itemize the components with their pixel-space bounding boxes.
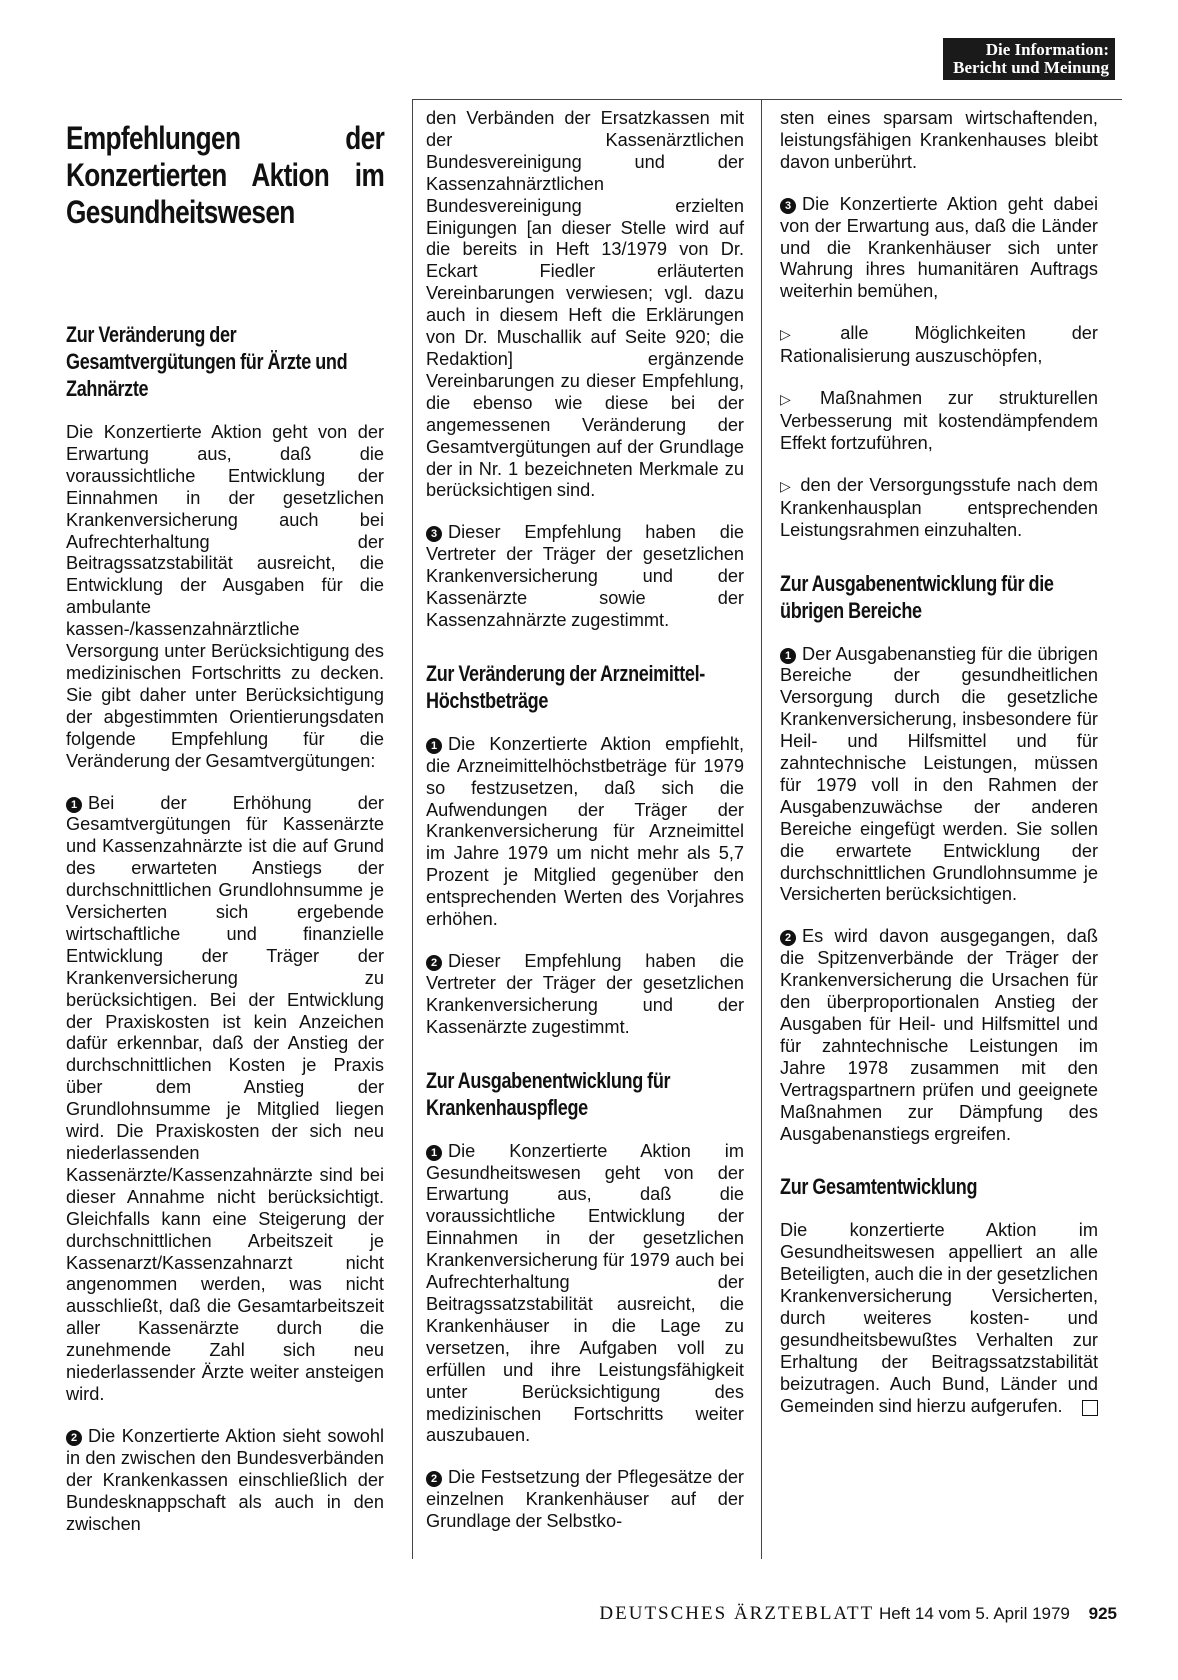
- paragraph-continued: sten eines sparsam wirtschaftenden, leistungsfähigen Krankenhauses bleibt davon unberührt.: [780, 108, 1098, 172]
- page-footer: [599, 1603, 1117, 1625]
- paragraph-text: Es wird davon ausgegangen, daß die Spitzenverbände der Träger der Krankenversicherung die Ursachen für den überproportionalen Anstieg der Ausgaben für Heil- und Hilfsmittel und für zahntechnische Leistungen im Jahre 1978 zusammen mit den Vertragspartnern prüfen und geeignete Maßnahmen zur Dämpfung des Ausgabenanstiegs ergreifen.: [780, 926, 1098, 1144]
- paragraph-point-3: [426, 522, 744, 632]
- paragraph-text: Bei der Erhöhung der Gesamtvergütungen für Kassenärzte und Kassenzahnärzte ist die auf Grund des erwarteten Anstiegs der durchschnittlichen Grundlohnsumme je Versicherten sich ergebende wirtschaftliche und finanzielle Entwicklung der Träger der Krankenversicherung zu berücksichtigen. Bei der Entwicklung der Praxiskosten ist kein Anzeichen dafür erkennbar, daß der Anstieg der durchschnittlichen Kosten je Praxis über dem Anstieg der Grundlohnsumme je Mitglied liegen wird. Die Praxiskosten der sich neu niederlassenden Kassenärzte/Kassenzahnärzte sind bei dieser Annahme nicht berücksichtigt. Gleichfalls kann eine Steigerung der durchschnittlichen Arbeitszeit je Kassenarzt/Kassenzahnarzt nicht angenommen werden, was nicht ausschließt, daß die Gesamtarbeitszeit aller Kassenärzte durch die zunehmende Zahl sich neu niederlassender Ärzte weiter ansteigen wird.: [66, 792, 384, 1404]
- paragraph-kh-1: [426, 1141, 744, 1448]
- number-bullet: 3: [780, 198, 796, 214]
- number-bullet: 1: [426, 738, 442, 754]
- paragraph-text: Dieser Empfehlung haben die Vertreter der Träger der gesetzlichen Krankenversicherung und der Kassenärzte sowie der Kassenzahnärzte zugestimmt.: [426, 522, 744, 630]
- paragraph-text: Die Konzertierte Aktion im Gesundheitswesen geht von der Erwartung aus, daß die voraussichtliche Entwicklung der Einnahmen in der gesetzlichen Krankenversicherung für 1979 auch bei Aufrechterhaltung der Beitragssatzstabilität ausreicht, die Krankenhäuser in die Lage zu versetzen, ihre Aufgaben voll zu erfüllen und ihre Leistungsfähigkeit unter Berücksichtigung des medizinischen Fortschritts weiter auszubauen.: [426, 1140, 744, 1446]
- paragraph-uebrige-2: [780, 926, 1098, 1145]
- number-bullet: 3: [426, 526, 442, 542]
- article-title: Empfehlungen der Konzertierten Aktion im Gesundheitswesen: [66, 120, 385, 230]
- paragraph-text: Dieser Empfehlung haben die Vertreter der Träger der gesetzlichen Krankenversicherung und der Kassenärzte zugestimmt.: [426, 951, 744, 1037]
- paragraph-kh-3: [780, 194, 1098, 304]
- number-bullet: 1: [780, 648, 796, 664]
- paragraph-arznei-1: [426, 734, 744, 931]
- number-bullet: 1: [66, 797, 82, 813]
- issue-info: Heft 14 vom 5. April 1979: [879, 1604, 1070, 1623]
- end-of-article-icon: [1082, 1400, 1098, 1416]
- list-item: [780, 475, 1098, 542]
- paragraph-gesamt: [780, 1220, 1098, 1417]
- column-1: [66, 108, 384, 1555]
- number-bullet: 1: [426, 1145, 442, 1161]
- paragraph-point-2: [66, 1426, 384, 1536]
- triangle-bullet-icon: ▷: [780, 326, 833, 343]
- column-2: [426, 108, 744, 1553]
- section-badge-line1: Die Information:: [985, 40, 1109, 59]
- paragraph-text: Die Konzertierte Aktion geht dabei von der Erwartung aus, daß die Länder und die Krankenhäuser sich unter Wahrung ihres humanitären Auftrags weiterhin bemühen,: [780, 193, 1098, 302]
- list-item-text: den der Versorgungsstufe nach dem Krankenhausplan entsprechenden Leistungsrahmen einzuhalten.: [780, 474, 1098, 540]
- section-badge: [943, 38, 1115, 80]
- paragraph-uebrige-1: [780, 644, 1098, 907]
- list-item-text: Maßnahmen zur strukturellen Verbesserung mit kostendämpfendem Effekt fortzuführen,: [780, 388, 1098, 453]
- header-rule: [412, 99, 1122, 100]
- number-bullet: 2: [780, 930, 796, 946]
- paragraph-intro: Die Konzertierte Aktion geht von der Erwartung aus, daß die voraussichtliche Entwicklung der Einnahmen in der gesetzlichen Krankenversicherung auch bei Aufrechterhaltung der Beitragssatzstabilität ausreicht, die Entwicklung der Ausgaben für die ambulante kassen-/kassenzahnärztliche Versorgung unter Berücksichtigung des medizinischen Fortschritts zu decken. Sie gibt daher unter Berücksichtigung der abgestimmten Orientierungsdaten folgende Empfehlung für die Veränderung der Gesamtvergütungen:: [66, 422, 384, 771]
- number-bullet: 2: [426, 1471, 442, 1487]
- paragraph-point-1: [66, 793, 384, 1406]
- page-number: 925: [1088, 1604, 1117, 1623]
- section-heading-verguetungen: Zur Veränderung der Gesamtvergütungen für Ärzte und Zahnärzte: [66, 322, 348, 401]
- number-bullet: 2: [66, 1430, 82, 1446]
- list-item: [780, 323, 1098, 368]
- section-badge-line2: Bericht und Meinung: [953, 58, 1109, 77]
- paragraph-continued: den Verbänden der Ersatzkassen mit der Kassenärztlichen Bundesvereinigung und der Kassenzahnärztlichen Bundesvereinigung erzielten Einigungen [an dieser Stelle wird auf die bereits in Heft 13/1979 von Dr. Eckart Fiedler erläuterten Vereinbarungen verwiesen; vgl. dazu auch in diesem Heft die Erklärungen von Dr. Muschallik auf Seite 920; die Redaktion] ergänzende Vereinbarungen zu dieser Empfehlung, die ebenso wie diese bei der angemessenen Veränderung der Gesamtvergütungen auf der Grundlage der in Nr. 1 bezeichneten Merkmale zu berücksichtigen sind.: [426, 108, 744, 501]
- paragraph-arznei-2: [426, 951, 744, 1039]
- section-heading-arzneimittel: Zur Veränderung der Arzneimittel-Höchstbeträge: [426, 660, 705, 713]
- list-item-text: alle Möglichkeiten der Rationalisierung auszuschöpfen,: [780, 323, 1098, 367]
- paragraph-text: Die Festsetzung der Pflegesätze der einzelnen Krankenhäuser auf der Grundlage der Selbstko-: [426, 1467, 744, 1532]
- triangle-bullet-icon: ▷: [780, 391, 812, 408]
- number-bullet: 2: [426, 955, 442, 971]
- section-heading-krankenhaus: Zur Ausgabenentwicklung für Krankenhauspflege: [426, 1067, 671, 1120]
- paragraph-kh-2: [426, 1467, 744, 1533]
- section-heading-uebrige-bereiche: Zur Ausgabenentwicklung für die übrigen Bereiche: [780, 570, 1054, 623]
- column-divider-right: [761, 99, 762, 1559]
- paragraph-text: Der Ausgabenanstieg für die übrigen Bereiche der gesundheitlichen Versorgung durch die gesetzliche Krankenversicherung, insbesondere für Heil- und Hilfsmittel und für zahntechnische Leistungen, müssen für 1979 voll in den Rahmen der Ausgabenzuwächse der anderen Bereiche eingefügt werden. Sie sollen die erwartete Entwicklung der durchschnittlichen Grundlohnsumme je Versicherten berücksichtigen.: [780, 643, 1098, 905]
- column-3: [780, 108, 1098, 1438]
- paragraph-text: Die konzertierte Aktion im Gesundheitswesen appelliert an alle Beteiligten, auch die in der gesetzlichen Krankenversicherung Versicherten, durch weiteres kosten- und gesundheitsbewußtes Verhalten zur Erhaltung der Beitragssatzstabilität beizutragen. Auch Bund, Länder und Gemeinden sind hierzu aufgerufen.: [780, 1220, 1099, 1416]
- section-heading-gesamtentwicklung: Zur Gesamtentwicklung: [780, 1174, 978, 1200]
- triangle-bullet-icon: ▷: [780, 477, 793, 494]
- column-divider-left: [412, 99, 413, 1559]
- publication-name: DEUTSCHES ÄRZTEBLATT: [599, 1603, 875, 1624]
- list-item: [780, 388, 1098, 455]
- paragraph-text: Die Konzertierte Aktion sieht sowohl in den zwischen den Bundesverbänden der Krankenkassen einschließlich der Bundesknappschaft als auch in den zwischen: [66, 1425, 384, 1534]
- paragraph-text: Die Konzertierte Aktion empfiehlt, die Arzneimittelhöchstbeträge für 1979 so festzusetzen, daß sich die Aufwendungen der Träger der Krankenversicherung für Arzneimittel im Jahre 1979 um nicht mehr als 5,7 Prozent je Mitglied gegenüber den entsprechenden Werten des Vorjahres erhöhen.: [426, 733, 744, 930]
